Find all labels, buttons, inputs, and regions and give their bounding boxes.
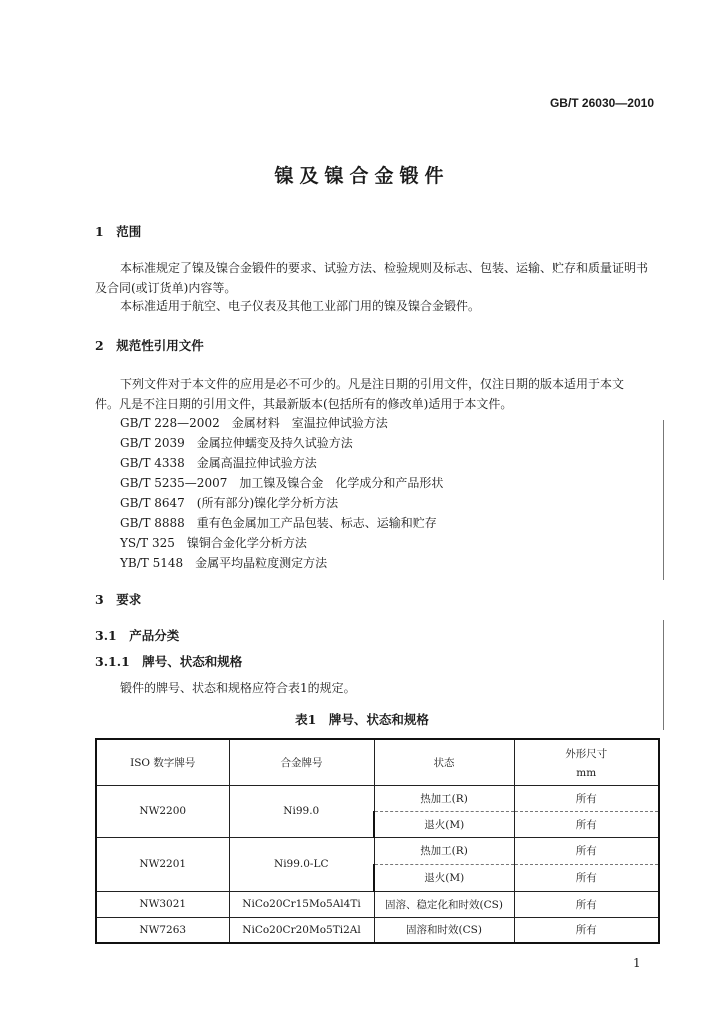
section-3-1-heading: 3.1 产品分类 [95,628,180,643]
header-state: 状态 [374,739,514,785]
header-dimension-unit: mm [576,766,597,779]
section-2-intro [95,374,665,414]
cell-dimension: 所有 [514,864,659,891]
cell-dimension: 所有 [514,917,659,943]
cell-iso: NW3021 [96,891,229,917]
section-1-para1-line2: 及合同(或订货单)内容等。 [95,281,237,295]
cell-alloy: NiCo20Cr20Mo5Ti2Al [229,917,374,943]
table-row [96,917,659,943]
cell-alloy: NiCo20Cr15Mo5Al4Ti [229,891,374,917]
standard-code: GB/T 26030—2010 [549,96,654,110]
cell-iso: NW2200 [96,785,229,837]
cell-dimension: 所有 [514,837,659,864]
spec-table [95,738,660,944]
section-3-heading: 3 要求 [95,592,142,607]
reference-item: GB/T 228—2002 金属材料 室温拉伸试验方法 [120,416,388,430]
cell-state: 热加工(R) [374,837,514,864]
header-iso: ISO 数字牌号 [96,739,229,785]
header-alloy: 合金牌号 [229,739,374,785]
reference-item: GB/T 2039 金属拉伸蠕变及持久试验方法 [120,436,353,450]
table-row [96,837,659,864]
cell-iso: NW2201 [96,837,229,891]
reference-item: GB/T 8647 (所有部分)镍化学分析方法 [120,496,339,510]
section-2-intro-line2: 件。凡是不注日期的引用文件，其最新版本(包括所有的修改单)适用于本文件。 [95,397,513,411]
table-row [96,785,659,811]
section-3-1-1-heading: 3.1.1 牌号、状态和规格 [95,654,243,669]
section-1-para1 [95,258,665,298]
cell-state: 退火(M) [374,811,514,837]
reference-item: GB/T 4338 金属高温拉伸试验方法 [120,456,317,470]
header-dimension [514,739,659,785]
section-2-heading: 2 规范性引用文件 [95,338,204,353]
page-number: 1 [633,956,641,970]
cell-alloy: Ni99.0-LC [229,837,374,891]
section-2-intro-line1: 下列文件对于本文件的应用是必不可少的。凡是注日期的引用文件，仅注日期的版本适用于本文 [120,377,625,391]
document-title: 镍及镍合金锻件 [274,165,450,187]
reference-item: YS/T 325 镍铜合金化学分析方法 [120,536,307,550]
table-header-row [96,739,659,785]
cell-iso: NW7263 [96,917,229,943]
cell-alloy: Ni99.0 [229,785,374,837]
section-1-para1-line1: 本标准规定了镍及镍合金锻件的要求、试验方法、检验规则及标志、包装、运输、贮存和质量证明书 [120,261,649,275]
scan-margin-line [663,420,664,580]
cell-state: 固溶和时效(CS) [374,917,514,943]
cell-state: 退火(M) [374,864,514,891]
cell-state: 热加工(R) [374,785,514,811]
reference-item: GB/T 5235—2007 加工镍及镍合金 化学成分和产品形状 [120,476,444,490]
section-1-para2: 本标准适用于航空、电子仪表及其他工业部门用的镍及镍合金锻件。 [120,299,481,313]
cell-state: 固溶、稳定化和时效(CS) [374,891,514,917]
cell-dimension: 所有 [514,785,659,811]
section-1-heading: 1 范围 [95,224,142,239]
table-row [96,891,659,917]
header-dimension-label: 外形尺寸 [565,747,608,760]
reference-item: YB/T 5148 金属平均晶粒度测定方法 [120,556,328,570]
section-3-para: 锻件的牌号、状态和规格应符合表1的规定。 [120,681,356,695]
reference-item: GB/T 8888 重有色金属加工产品包装、标志、运输和贮存 [120,516,437,530]
table-caption: 表1 牌号、状态和规格 [295,712,429,727]
cell-dimension: 所有 [514,891,659,917]
cell-dimension: 所有 [514,811,659,837]
